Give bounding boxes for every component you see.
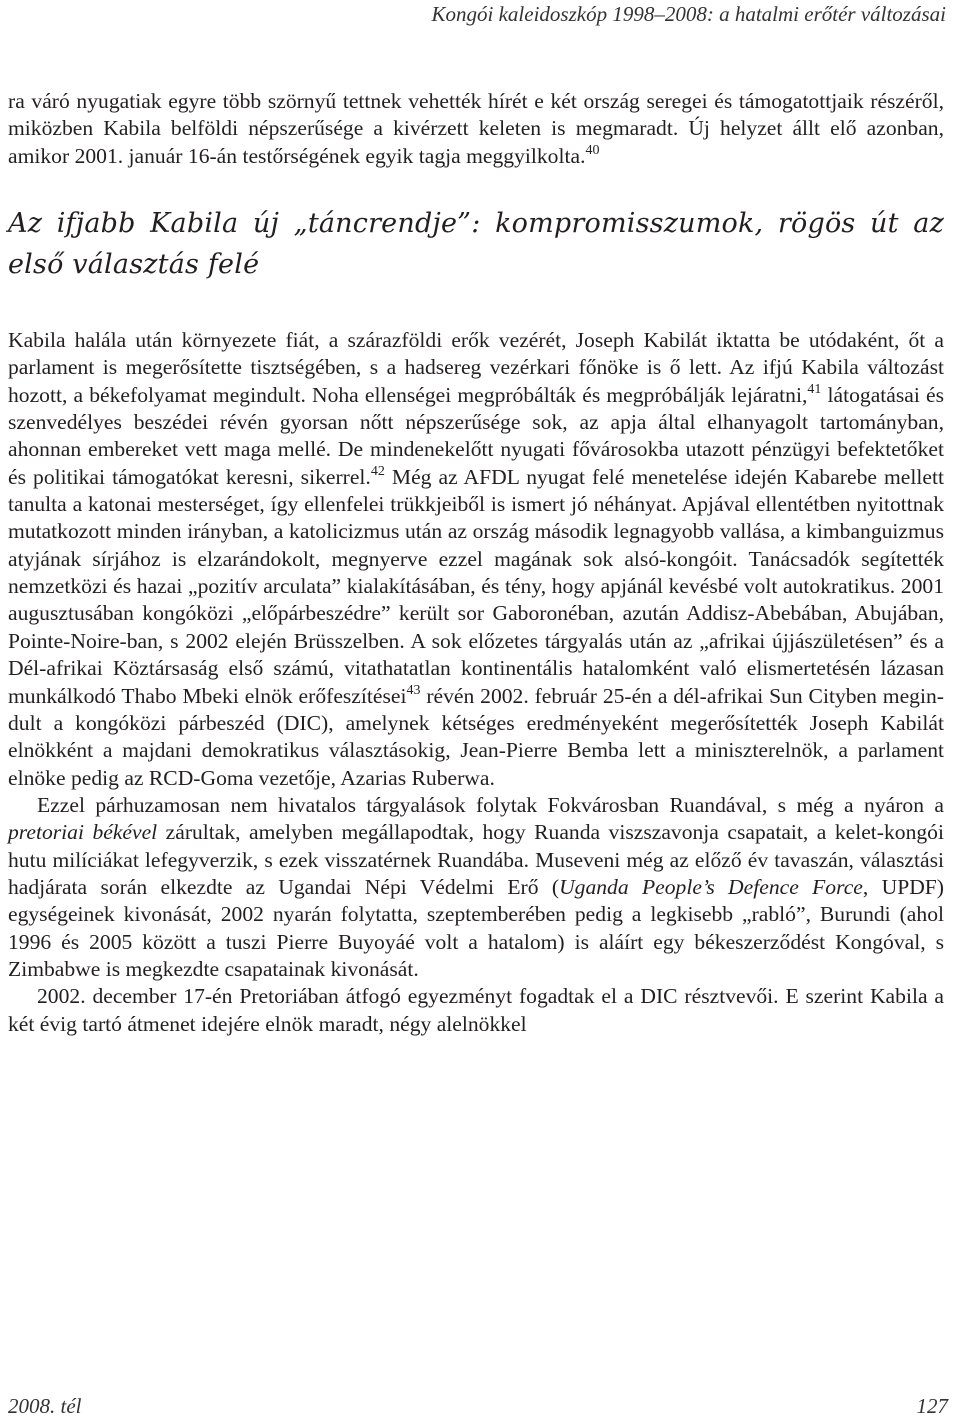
paragraph-text: Még az AFDL nyugat felé menetelése idején Kabarebe mellett tanulta a katonai mesterséget, így ellenfelei trükkjeiből is ismert jó néhányat. Apjával ellentétben nyitottnak mutatkozott minden irányban, a katolicizmus után az ország második legnagyobb vallása, a kimbanguizmus atyjának sírjához is elzarándokolt, megnyerve ezzel magának sok alsó-kongóit. Tanácsadók segítették nemzetközi és hazai „pozitív arculata” kialakításában, és tény, hogy apjánál kevésbé volt autokratikus. 2001 augusztusában kongóközi „előpárbeszédre” került sor Gaboronéban, azután Addisz-Abebában, Abujában, Pointe-Noire-ban, s 2002 elején Brüsszelben. A sok előzetes tárgyalás után az „afrikai újjászületésen” és a Dél-afrikai Köztársaság első számú, vitathatatlan kontinentális hatalomként való elismertetésén lázasan munkálkodó Thabo Mbeki elnök erőfeszítései [8, 464, 944, 708]
article-body [8, 88, 944, 1038]
footnote-ref-42[interactable]: 42 [370, 463, 385, 479]
paragraph-peace-talks [8, 792, 944, 983]
footnote-ref-43[interactable]: 43 [406, 682, 421, 698]
page-number: 127 [916, 1394, 948, 1418]
paragraph-pretoria-agreement [8, 983, 944, 1038]
paragraph-text: 2002. december 17-én Pretoriában átfogó egyezményt fogadtak el a DIC résztvevői. E szerint Kabila a két évig tartó átmenet idejére elnök maradt, négy alelnökkel [8, 984, 944, 1036]
section-heading: Az ifjabb Kabila új „táncrendje”: kompromisszumok, rögös út az első választás felé [8, 208, 944, 281]
paragraph-kabila-succession [8, 327, 944, 792]
italic-term: Uganda People’s Defence Force [559, 874, 863, 899]
paragraph-text: révén 2002. február 25-én a dél-afrikai Sun Cityben megindult a kongóközi párbeszéd (DIC), amelynek kétséges eredményeként megerősítették Joseph Kabilát elnökként a majdani demokratikus választásokig, Jean-Pierre Bemba lett a miniszterelnök, a parlament elnöke pedig az RCD-Goma vezetője, Azarias Ruberwa. [8, 683, 944, 790]
intro-paragraph [8, 88, 944, 170]
paragraph-text: látogatásai és szenvedélyes beszédei révén gyorsan nőtt népszerűsége sok, az apja által elhanyagolt tartományban, ahonnan embereket vett maga mellé. De mindenekelőtt nyugati fővárosokba utazott pénzügyi befektetőket és politikai támogatókat keresni, sikerrel. [8, 382, 944, 489]
journal-page [8, 0, 948, 1419]
running-header: Kongói kaleidoszkóp 1998–2008: a hatalmi erőtér változásai [431, 2, 946, 26]
paragraph-text: Ezzel párhuzamosan nem hivatalos tárgyalások folytak Fokvárosban Ruandával, s még a nyáron a [37, 792, 944, 817]
paragraph-text: zárultak, amelyben megállapodtak, hogy Ruanda viszszavonja csapatait, a kelet-kongói hutu milíciákat lefegyverzik, s ezek visszatérnek Ruandába. Museveni még az előző év tavaszán, választási hadjárata során elkezdte az Ugandai Népi Védelmi Erő ( [8, 820, 944, 899]
footnote-ref-41[interactable]: 41 [807, 381, 822, 397]
paragraph-text: , UPDF) egységeinek kivonását, 2002 nyarán folytatta, szeptemberében pedig a legkisebb „rabló”, Burundi (ahol 1996 és 2005 között a tuszi Pierre Buyoyáé volt a hatalom) is aláírt egy békeszerződést Kongóval, s Zimbabwe is megkezdte csapatainak kivonását. [8, 874, 944, 981]
italic-term: pretoriai békével [8, 820, 158, 845]
footnote-ref-40[interactable]: 40 [585, 142, 600, 158]
paragraph-text: Kabila halála után környezete fiát, a szárazföldi erők vezérét, Joseph Kabilát iktatta be utódaként, őt a parlament is megerősítette tisztségében, s a hadsereg vezérkari főnöke is ő lett. Az ifjú Kabila változást hozott, a békefolyamat megindult. Noha ellenségei megpróbálták és megpróbálják lejáratni, [8, 328, 944, 407]
issue-label: 2008. tél [8, 1394, 82, 1418]
intro-text: ra váró nyugatiak egyre több szörnyű tettnek vehették hírét e két ország seregei és támogatottjaik részéről, miközben Kabila belföldi népszerűsége a kivérzett keleten is megmaradt. Új helyzet állt elő azonban, amikor 2001. január 16-án testőrségének egyik tagja meggyilkolta. [8, 89, 944, 168]
